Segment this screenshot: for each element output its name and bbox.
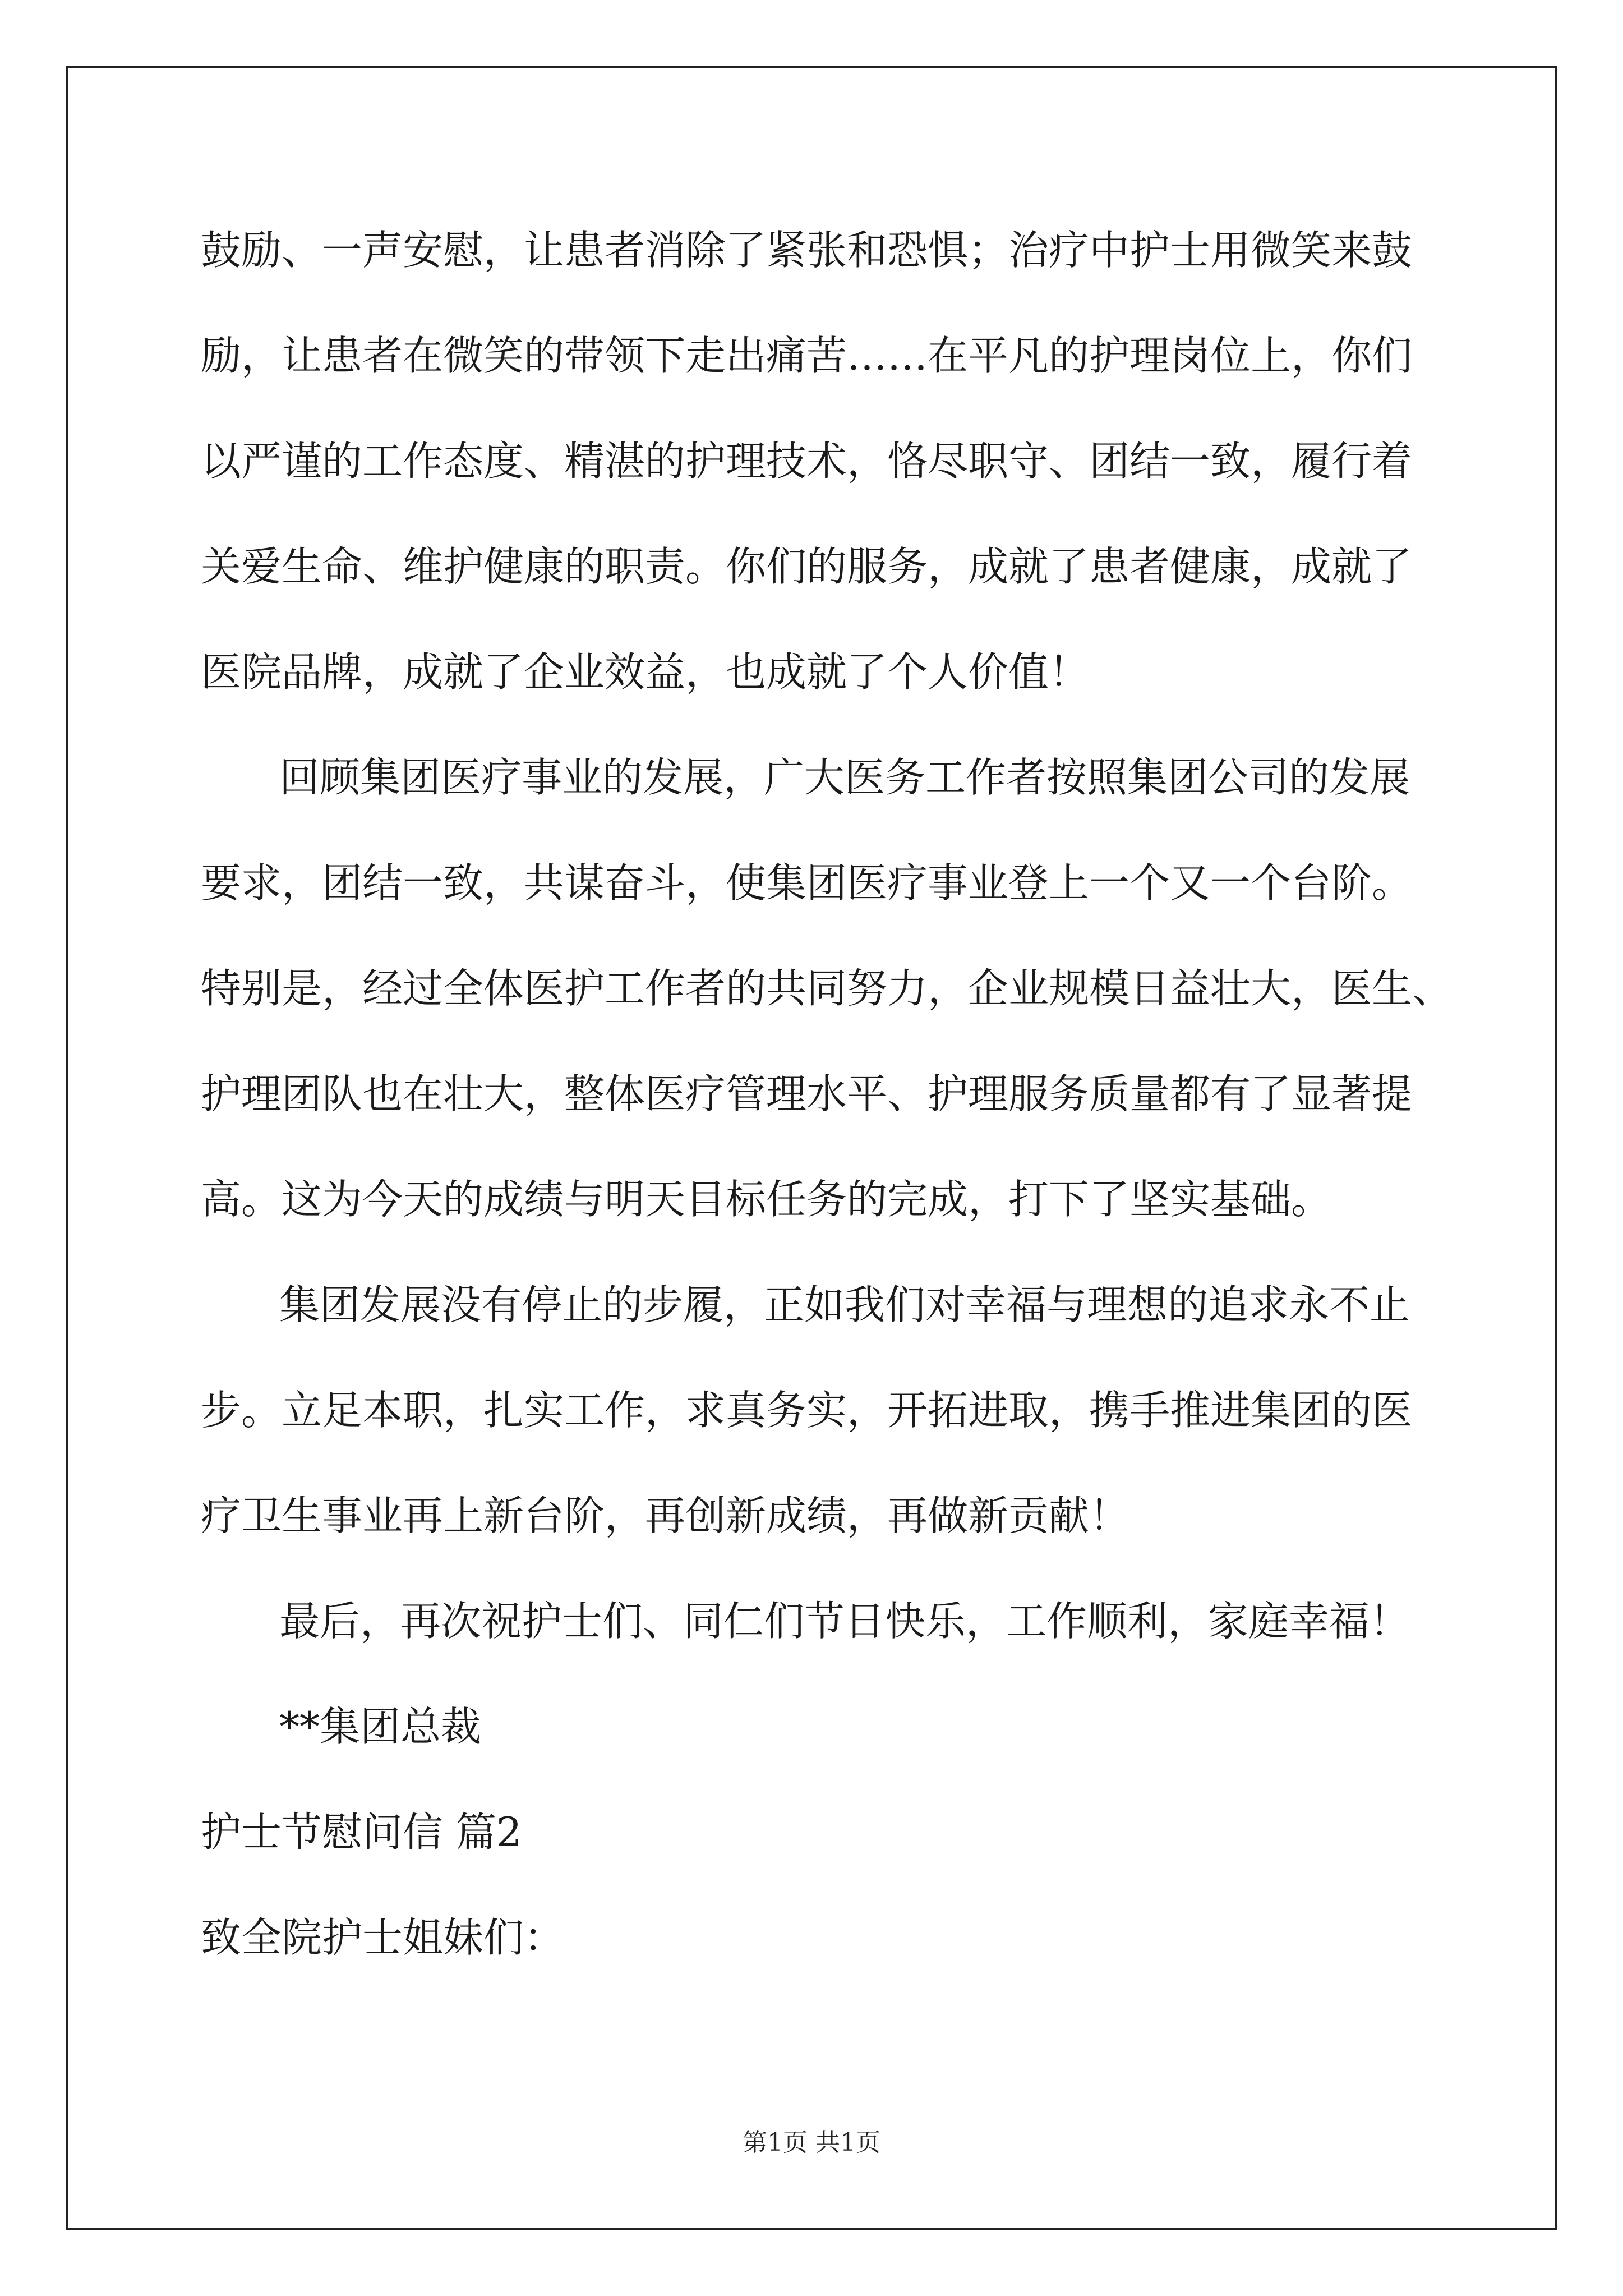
text-line: 步。立足本职，扎实工作，求真务实，开拓进取，携手推进集团的医 (201, 1387, 1413, 1434)
text-line: 医院品牌，成就了企业效益，也成就了个人价值！ (201, 648, 1090, 696)
text-line: 护理团队也在壮大，整体医疗管理水平、护理服务质量都有了显著提 (201, 1070, 1413, 1117)
text-line: 要求，团结一致，共谋奋斗，使集团医疗事业登上一个又一个台阶。 (201, 859, 1413, 907)
text-line: 鼓励、一声安慰，让患者消除了紧张和恐惧；治疗中护士用微笑来鼓 (201, 227, 1413, 274)
text-line: 疗卫生事业再上新台阶，再创新成绩，再做新贡献！ (201, 1492, 1130, 1539)
salutation-line: 致全院护士姐妹们： (201, 1914, 565, 1961)
page-footer: 第1页 共1页 (743, 2128, 880, 2157)
paragraph-start-line: 回顾集团医疗事业的发展，广大医务工作者按照集团公司的发展 (279, 754, 1410, 801)
text-line: 特别是，经过全体医护工作者的共同努力，企业规模日益壮大，医生、 (201, 965, 1453, 1012)
section-heading: 护士节慰问信 篇2 (201, 1809, 522, 1856)
signature-line: **集团总裁 (279, 1703, 482, 1750)
paragraph-start-line: 集团发展没有停止的步履，正如我们对幸福与理想的追求永不止 (279, 1281, 1410, 1328)
text-line: 以严谨的工作态度、精湛的护理技术，恪尽职守、团结一致，履行着 (201, 438, 1413, 485)
text-line: 高。这为今天的成绩与明天目标任务的完成，打下了坚实基础。 (201, 1176, 1332, 1223)
closing-wishes-line: 最后，再次祝护士们、同仁们节日快乐，工作顺利，家庭幸福！ (279, 1598, 1410, 1645)
text-line: 励，让患者在微笑的带领下走出痛苦……在平凡的护理岗位上，你们 (201, 332, 1413, 379)
text-line: 关爱生命、维护健康的职责。你们的服务，成就了患者健康，成就了 (201, 543, 1413, 590)
